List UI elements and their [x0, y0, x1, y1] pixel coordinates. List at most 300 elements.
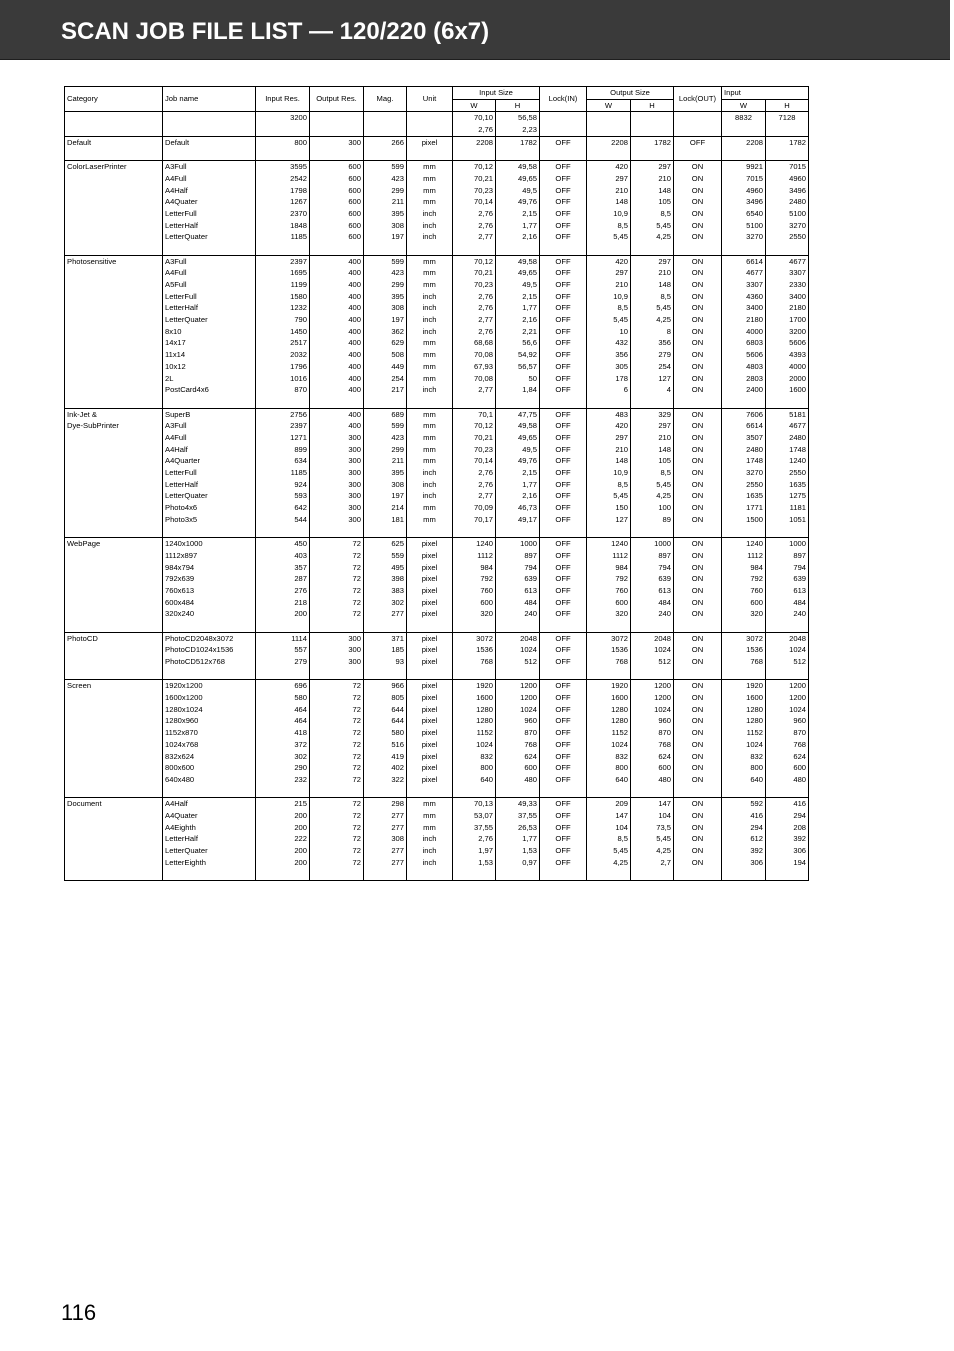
job-name-cell: PhotoCD1024x1536: [163, 644, 256, 656]
output-w-cell: 8,5: [587, 220, 631, 232]
category-cell: [65, 220, 163, 232]
input-res-cell: [256, 243, 310, 255]
col-header-lock-out: Lock(OUT): [674, 87, 722, 112]
pixel-w-cell: 768: [722, 656, 766, 668]
lock-out-cell: ON: [674, 408, 722, 420]
mag-cell: [364, 525, 407, 537]
output-res-cell: 300: [310, 432, 364, 444]
output-res-cell: 72: [310, 727, 364, 739]
output-w-cell: 1280: [587, 715, 631, 727]
output-h-cell: 613: [631, 585, 674, 597]
lock-in-cell: OFF: [540, 833, 587, 845]
category-cell: [65, 490, 163, 502]
unit-cell: mm: [407, 185, 453, 197]
job-name-cell: SuperB: [163, 408, 256, 420]
category-cell: [65, 208, 163, 220]
category-cell: [65, 715, 163, 727]
input-h-cell: 2048: [496, 632, 540, 644]
pixel-w-cell: 3400: [722, 302, 766, 314]
category-cell: [65, 573, 163, 585]
pixel-w-cell: 1280: [722, 715, 766, 727]
input-res-cell: 1185: [256, 467, 310, 479]
category-cell: [65, 267, 163, 279]
unit-cell: mm: [407, 361, 453, 373]
output-w-cell: 3072: [587, 632, 631, 644]
unit-cell: mm: [407, 514, 453, 526]
output-res-cell: 72: [310, 585, 364, 597]
input-res-cell: 2397: [256, 255, 310, 267]
lock-in-cell: OFF: [540, 326, 587, 338]
lock-in-cell: OFF: [540, 727, 587, 739]
pixel-h-cell: 4000: [766, 361, 809, 373]
input-h-cell: 1024: [496, 644, 540, 656]
lock-in-cell: OFF: [540, 302, 587, 314]
input-h-cell: 897: [496, 550, 540, 562]
pixel-h-cell: 1200: [766, 692, 809, 704]
table-row: [65, 502, 809, 514]
table-row: [65, 739, 809, 751]
lock-out-cell: ON: [674, 739, 722, 751]
pixel-w-cell: [722, 620, 766, 632]
input-res-cell: 870: [256, 384, 310, 396]
unit-cell: mm: [407, 810, 453, 822]
input-h-cell: 1200: [496, 692, 540, 704]
input-w-cell: 53,07: [453, 810, 496, 822]
input-w-cell: 1240: [453, 538, 496, 550]
pixel-w-cell: 792: [722, 573, 766, 585]
lock-in-cell: OFF: [540, 196, 587, 208]
input-w-cell: 70,12: [453, 420, 496, 432]
pixel-w-cell: 4000: [722, 326, 766, 338]
output-h-cell: 512: [631, 656, 674, 668]
job-name-cell: 640x480: [163, 774, 256, 786]
input-w-cell: 70,17: [453, 514, 496, 526]
output-w-cell: 210: [587, 444, 631, 456]
job-name-cell: A3Full: [163, 420, 256, 432]
output-res-cell: 72: [310, 857, 364, 869]
input-res-cell: 790: [256, 314, 310, 326]
input-w-cell: 1152: [453, 727, 496, 739]
input-res-cell: 800: [256, 136, 310, 148]
output-h-cell: 8,5: [631, 291, 674, 303]
lock-in-cell: OFF: [540, 845, 587, 857]
unit-cell: inch: [407, 479, 453, 491]
pixel-w-cell: 1600: [722, 692, 766, 704]
job-name-cell: A4Quater: [163, 810, 256, 822]
output-h-cell: 73,5: [631, 822, 674, 834]
table-row: [65, 845, 809, 857]
input-w-cell: 1920: [453, 680, 496, 692]
output-h-cell: 794: [631, 562, 674, 574]
output-w-cell: 5,45: [587, 231, 631, 243]
input-res-cell: 418: [256, 727, 310, 739]
output-h-cell: 5,45: [631, 302, 674, 314]
table-row: [65, 326, 809, 338]
unit-cell: pixel: [407, 762, 453, 774]
output-h-cell: 8,5: [631, 208, 674, 220]
pixel-h-cell: 306: [766, 845, 809, 857]
lock-in-cell: OFF: [540, 715, 587, 727]
unit-cell: inch: [407, 467, 453, 479]
input-res-cell: 464: [256, 704, 310, 716]
table-row: [65, 833, 809, 845]
category-cell: [65, 868, 163, 880]
lock-in-cell: OFF: [540, 185, 587, 197]
pixel-h-cell: [766, 668, 809, 680]
job-name-cell: LetterQuater: [163, 845, 256, 857]
table-row: [65, 727, 809, 739]
table-row: [65, 857, 809, 869]
lock-out-cell: ON: [674, 715, 722, 727]
output-h-cell: 2048: [631, 632, 674, 644]
mag-cell: 254: [364, 373, 407, 385]
input-res-cell: 1267: [256, 196, 310, 208]
input-w-cell: 2,77: [453, 314, 496, 326]
job-name-cell: A4Full: [163, 267, 256, 279]
lock-in-cell: OFF: [540, 161, 587, 173]
category-cell: [65, 525, 163, 537]
output-res-cell: 400: [310, 384, 364, 396]
lock-in-cell: OFF: [540, 692, 587, 704]
job-name-cell: 8x10: [163, 326, 256, 338]
pixel-w-cell: [722, 525, 766, 537]
output-w-cell: 1112: [587, 550, 631, 562]
category-cell: WebPage: [65, 538, 163, 550]
category-cell: [65, 845, 163, 857]
pixel-h-cell: [766, 396, 809, 408]
output-w-cell: 210: [587, 185, 631, 197]
pixel-w-cell: 1112: [722, 550, 766, 562]
input-w-cell: 70,09: [453, 502, 496, 514]
col-header-input-size: Input Size: [453, 87, 540, 100]
pixel-w-cell: 416: [722, 810, 766, 822]
category-cell: [65, 739, 163, 751]
input-w-cell: [453, 868, 496, 880]
mag-cell: 308: [364, 302, 407, 314]
output-w-cell: [587, 868, 631, 880]
pixel-w-cell: 1536: [722, 644, 766, 656]
input-w-cell: 2,77: [453, 231, 496, 243]
pixel-w-cell: 7606: [722, 408, 766, 420]
input-h-cell: [496, 668, 540, 680]
input-res-cell: [256, 868, 310, 880]
pixel-h-cell: 4677: [766, 255, 809, 267]
output-w-cell: 104: [587, 822, 631, 834]
input-res-cell: 634: [256, 455, 310, 467]
input-res-cell: 924: [256, 479, 310, 491]
output-h-cell: 279: [631, 349, 674, 361]
mag-cell: 383: [364, 585, 407, 597]
lock-out-cell: ON: [674, 514, 722, 526]
table-row: [65, 432, 809, 444]
input-w-cell: 760: [453, 585, 496, 597]
lock-in-cell: OFF: [540, 267, 587, 279]
unit-cell: mm: [407, 420, 453, 432]
unit-cell: inch: [407, 231, 453, 243]
table-row: [65, 373, 809, 385]
category-cell: [65, 656, 163, 668]
mag-cell: 629: [364, 337, 407, 349]
category-cell: PhotoCD: [65, 632, 163, 644]
mag-cell: [364, 620, 407, 632]
pixel-h-cell: 2480: [766, 432, 809, 444]
input-w-cell: 37,55: [453, 822, 496, 834]
lock-out-cell: ON: [674, 361, 722, 373]
table-row: [65, 490, 809, 502]
table-spacer-row: [65, 396, 809, 408]
output-res-cell: 400: [310, 361, 364, 373]
lock-out-cell: [674, 525, 722, 537]
output-w-cell: 6: [587, 384, 631, 396]
output-h-cell: 5,45: [631, 220, 674, 232]
category-cell: [65, 822, 163, 834]
output-res-cell: 300: [310, 467, 364, 479]
category-cell: [65, 196, 163, 208]
lock-in-cell: [540, 668, 587, 680]
mag-cell: 362: [364, 326, 407, 338]
input-res-cell: 464: [256, 715, 310, 727]
category-cell: [65, 173, 163, 185]
job-name-cell: [163, 243, 256, 255]
pixel-w-cell: 1771: [722, 502, 766, 514]
output-res-cell: 600: [310, 161, 364, 173]
output-w-cell: 8,5: [587, 302, 631, 314]
lock-in-cell: [540, 396, 587, 408]
pixel-w-cell: 592: [722, 798, 766, 810]
output-res-cell: 72: [310, 739, 364, 751]
input-res-cell: 1016: [256, 373, 310, 385]
input-w-cell: 1536: [453, 644, 496, 656]
job-name-cell: Default: [163, 136, 256, 148]
mag-cell: 371: [364, 632, 407, 644]
output-res-cell: 400: [310, 291, 364, 303]
output-res-cell: 72: [310, 692, 364, 704]
output-w-cell: 768: [587, 656, 631, 668]
output-w-cell: 1240: [587, 538, 631, 550]
mag-cell: 185: [364, 644, 407, 656]
pixel-h-cell: 5181: [766, 408, 809, 420]
mag-cell: 395: [364, 208, 407, 220]
unit-cell: mm: [407, 196, 453, 208]
col-header-job-name: Job name: [163, 87, 256, 112]
input-res-cell: 232: [256, 774, 310, 786]
output-res-cell: 400: [310, 255, 364, 267]
unit-cell: inch: [407, 302, 453, 314]
output-w-cell: 5,45: [587, 314, 631, 326]
input-w-cell: 800: [453, 762, 496, 774]
output-res-cell: 400: [310, 279, 364, 291]
output-h-cell: 484: [631, 597, 674, 609]
pixel-h-cell: 480: [766, 774, 809, 786]
mag-cell: 299: [364, 444, 407, 456]
mag-cell: [364, 868, 407, 880]
output-w-cell: 10,9: [587, 208, 631, 220]
col-header-output-size: Output Size: [587, 87, 674, 100]
output-h-cell: 4,25: [631, 845, 674, 857]
col-header-input-res: Input Res.: [256, 87, 310, 112]
output-res-cell: 72: [310, 562, 364, 574]
lock-out-cell: [674, 620, 722, 632]
input-w-cell: 2,76: [453, 833, 496, 845]
input-res-cell: 1114: [256, 632, 310, 644]
output-w-cell: 147: [587, 810, 631, 822]
pixel-h-cell: 416: [766, 798, 809, 810]
job-name-cell: LetterHalf: [163, 479, 256, 491]
output-res-cell: 600: [310, 185, 364, 197]
lock-in-cell: OFF: [540, 444, 587, 456]
scan-job-file-table: [64, 86, 809, 881]
output-res-cell: 72: [310, 715, 364, 727]
pixel-h-cell: [766, 243, 809, 255]
pixel-w-cell: 6614: [722, 420, 766, 432]
mag-cell: 266: [364, 136, 407, 148]
pixel-w-cell: 6803: [722, 337, 766, 349]
input-h-cell: [496, 243, 540, 255]
output-res-cell: 300: [310, 514, 364, 526]
output-h-cell: 4,25: [631, 231, 674, 243]
pixel-h-cell: 794: [766, 562, 809, 574]
input-h-cell: 1,84: [496, 384, 540, 396]
pixel-w-cell: 800: [722, 762, 766, 774]
job-name-cell: [163, 620, 256, 632]
unit-cell: mm: [407, 279, 453, 291]
output-res-cell: 300: [310, 644, 364, 656]
unit-cell: inch: [407, 845, 453, 857]
table-row: [65, 161, 809, 173]
mag-cell: 197: [364, 314, 407, 326]
output-res-cell: 300: [310, 502, 364, 514]
input-w-cell: 832: [453, 751, 496, 763]
lock-out-cell: ON: [674, 208, 722, 220]
output-res-cell: 72: [310, 798, 364, 810]
pixel-w-cell: 2400: [722, 384, 766, 396]
output-res-cell: 600: [310, 208, 364, 220]
output-res-cell: 300: [310, 136, 364, 148]
pixel-w-cell: 2208: [722, 136, 766, 148]
lock-in-cell: [540, 148, 587, 160]
output-h-cell: 8: [631, 326, 674, 338]
mag-cell: 197: [364, 490, 407, 502]
output-w-cell: 483: [587, 408, 631, 420]
input-res-cell: [256, 620, 310, 632]
pixel-h-cell: 1600: [766, 384, 809, 396]
mag-cell: 308: [364, 479, 407, 491]
table-spacer-row: [65, 148, 809, 160]
input-w-cell: 70,1: [453, 408, 496, 420]
unit-cell: pixel: [407, 704, 453, 716]
lock-out-cell: ON: [674, 562, 722, 574]
mag-cell: 211: [364, 455, 407, 467]
lock-out-cell: ON: [674, 432, 722, 444]
job-name-cell: A4Half: [163, 185, 256, 197]
output-res-cell: [310, 668, 364, 680]
pixel-w-cell: 6614: [722, 255, 766, 267]
category-cell: [65, 432, 163, 444]
input-h-cell: 1200: [496, 680, 540, 692]
subheader-h: H: [766, 99, 809, 112]
table-spacer-row: [65, 786, 809, 798]
lock-out-cell: ON: [674, 632, 722, 644]
max-pixel-h: 7128: [766, 112, 809, 124]
input-res-cell: 1232: [256, 302, 310, 314]
lock-out-cell: ON: [674, 692, 722, 704]
input-h-cell: 870: [496, 727, 540, 739]
input-w-cell: 1,53: [453, 857, 496, 869]
input-res-cell: 2397: [256, 420, 310, 432]
lock-in-cell: OFF: [540, 751, 587, 763]
lock-out-cell: ON: [674, 727, 722, 739]
lock-in-cell: OFF: [540, 562, 587, 574]
input-h-cell: 2,15: [496, 467, 540, 479]
unit-cell: [407, 396, 453, 408]
category-cell: [65, 231, 163, 243]
pixel-h-cell: 1782: [766, 136, 809, 148]
category-cell: Default: [65, 136, 163, 148]
lock-out-cell: ON: [674, 479, 722, 491]
category-cell: [65, 361, 163, 373]
output-h-cell: 624: [631, 751, 674, 763]
mag-cell: [364, 668, 407, 680]
output-res-cell: 72: [310, 597, 364, 609]
input-res-cell: 1199: [256, 279, 310, 291]
output-w-cell: 420: [587, 420, 631, 432]
input-w-cell: 3072: [453, 632, 496, 644]
mag-cell: 423: [364, 173, 407, 185]
output-res-cell: 72: [310, 538, 364, 550]
output-w-cell: 1600: [587, 692, 631, 704]
lock-in-cell: OFF: [540, 337, 587, 349]
mag-cell: 599: [364, 255, 407, 267]
job-name-cell: LetterFull: [163, 467, 256, 479]
unit-cell: pixel: [407, 680, 453, 692]
lock-in-cell: OFF: [540, 208, 587, 220]
input-res-cell: 2756: [256, 408, 310, 420]
job-name-cell: [163, 148, 256, 160]
pixel-h-cell: 5606: [766, 337, 809, 349]
job-name-cell: A4Half: [163, 444, 256, 456]
table-row: [65, 751, 809, 763]
mag-cell: 277: [364, 822, 407, 834]
output-res-cell: 72: [310, 680, 364, 692]
output-res-cell: 400: [310, 302, 364, 314]
input-res-cell: 290: [256, 762, 310, 774]
unit-cell: mm: [407, 822, 453, 834]
input-h-cell: 49,76: [496, 196, 540, 208]
pixel-h-cell: [766, 786, 809, 798]
table-row: [65, 479, 809, 491]
output-h-cell: 105: [631, 455, 674, 467]
lock-out-cell: ON: [674, 751, 722, 763]
pixel-h-cell: 240: [766, 608, 809, 620]
table-spacer-row: [65, 243, 809, 255]
input-h-cell: 1000: [496, 538, 540, 550]
output-h-cell: 148: [631, 444, 674, 456]
pixel-h-cell: 4960: [766, 173, 809, 185]
output-h-cell: [631, 148, 674, 160]
table-row: [65, 608, 809, 620]
input-w-cell: 70,21: [453, 173, 496, 185]
unit-cell: [407, 620, 453, 632]
unit-cell: inch: [407, 291, 453, 303]
input-w-cell: 2,76: [453, 467, 496, 479]
input-w-cell: 320: [453, 608, 496, 620]
lock-out-cell: ON: [674, 185, 722, 197]
unit-cell: pixel: [407, 692, 453, 704]
pixel-w-cell: 1920: [722, 680, 766, 692]
input-w-cell: 2,76: [453, 220, 496, 232]
pixel-w-cell: 4677: [722, 267, 766, 279]
category-cell: [65, 857, 163, 869]
